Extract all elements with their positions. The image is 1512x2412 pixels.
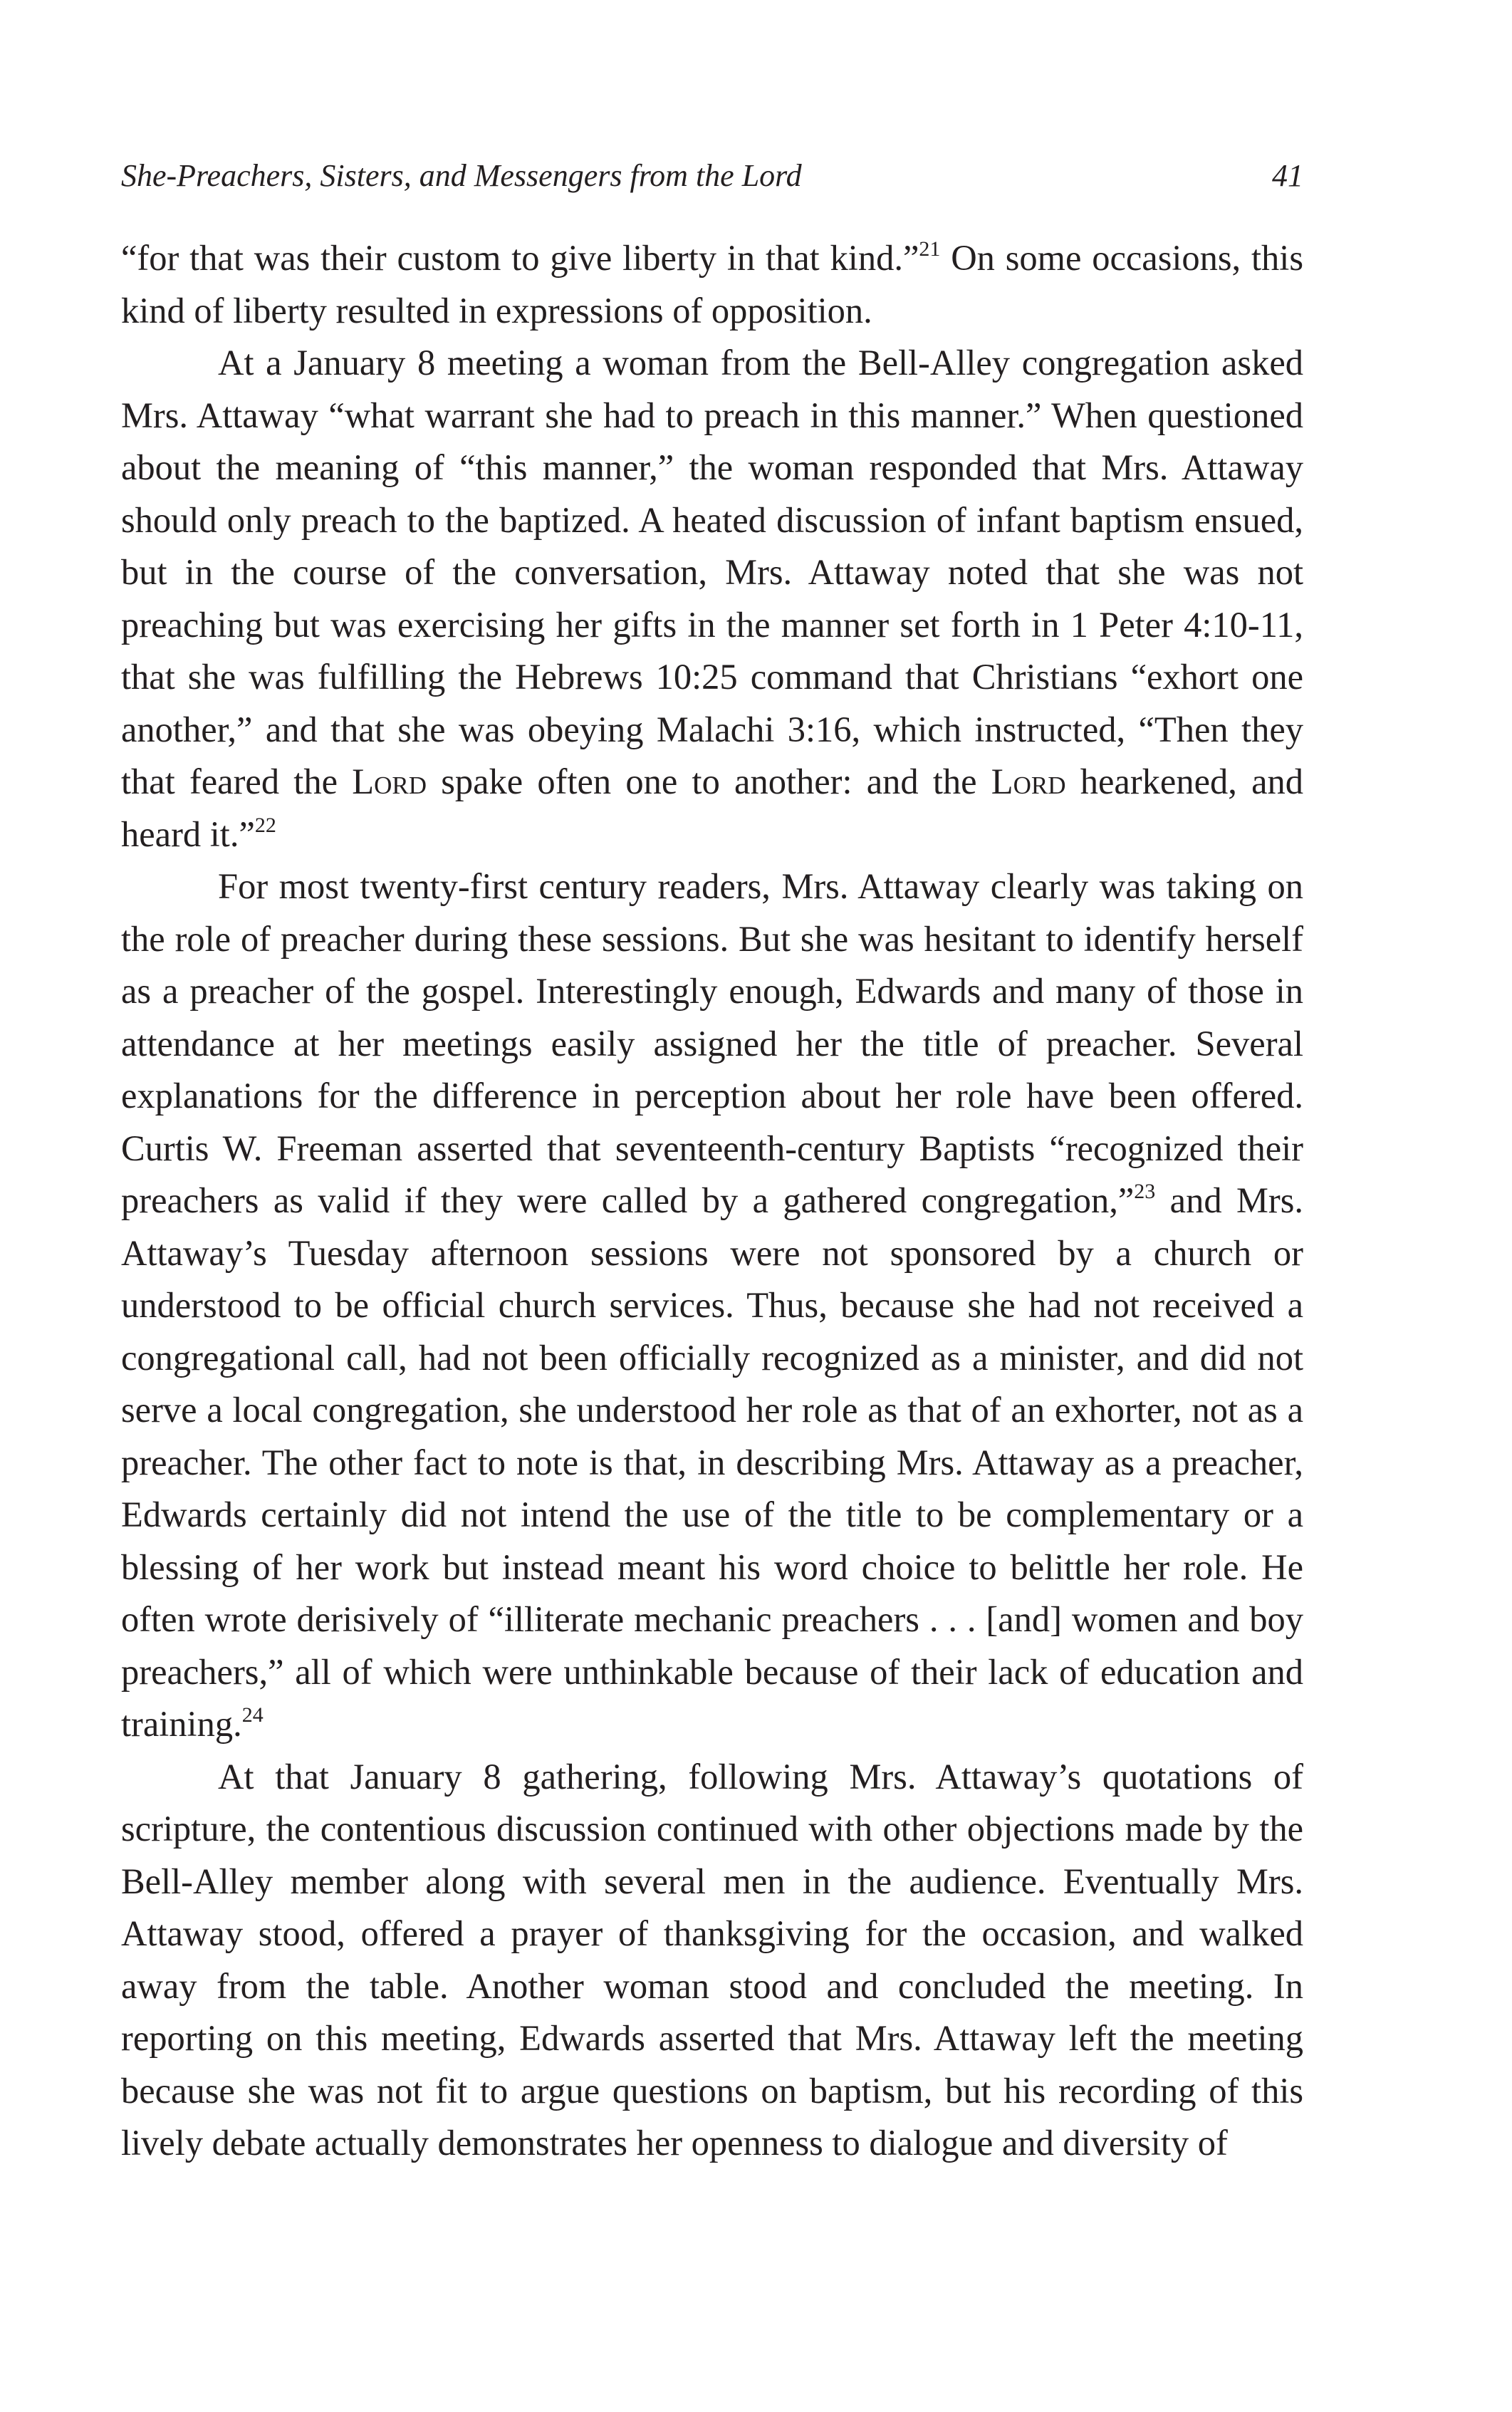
- footnote-ref-23: 23: [1134, 1180, 1156, 1203]
- paragraph-text: and Mrs. Attaway’s Tuesday afternoon sessions were not sponsored by a church or understood to be official church services. Thus, because she had not received a congregational call, had not been officially recognized as a minister, and did not serve a local congregation, she understood her role as that of an exhorter, not as a preacher. The other fact to note is that, in describing Mrs. Attaway as a preacher, Edwards certainly did not intend the use of the title to be complementary or a blessing of her work but instead meant his word choice to belittle her role. He often wrote derisively of “illiterate mechanic preachers . . . [and] women and boy preachers,” all of which were unthinkable because of their lack of education and training.: [121, 1180, 1303, 1744]
- running-head: [121, 151, 1303, 201]
- small-caps-lord: Lord: [352, 761, 427, 801]
- paragraph-text: “for that was their custom to give liberty in that kind.”: [121, 238, 919, 278]
- paragraph-text: For most twenty-first century readers, Mrs. Attaway clearly was taking on the role of preacher during these sessions. But she was hesitant to identify herself as a preacher of the gospel. Interestingly enough, Edwards and many of those in attendance at her meetings easily assigned her the title of preacher. Several explanations for the difference in perception about her role have been offered. Curtis W. Freeman asserted that seventeenth-century Baptists “recognized their preachers as valid if they were called by a gathered congregation,”: [121, 866, 1303, 1220]
- paragraph-text: At that January 8 gathering, following Mrs. Attaway’s quotations of scripture, the contentious discussion continued with other objections made by the Bell-Alley member along with several men in the audience. Eventually Mrs. Attaway stood, offered a prayer of thanksgiving for the occasion, and walked away from the table. Another woman stood and concluded the meeting. In reporting on this meeting, Edwards asserted that Mrs. Attaway left the meeting because she was not fit to argue questions on baptism, but his recording of this lively debate actually demonstrates her openness to dialogue and diversity of: [121, 1756, 1303, 2163]
- paragraph-text: spake often one to another: and the: [426, 761, 991, 801]
- paragraph: [121, 1751, 1303, 2170]
- paragraph-text: At a January 8 meeting a woman from the Bell-Alley congregation asked Mrs. Attaway “what warrant she had to preach in this manner.” When questioned about the meaning of “this manner,” the woman responded that Mrs. Attaway should only preach to the baptized. A heated discussion of infant baptism ensued, but in the course of the conversation, Mrs. Attaway noted that she was not preaching but was exercising her gifts in the manner set forth in 1 Peter 4:10-11, that she was fulfilling the Hebrews 10:25 command that Christians “exhort one another,” and that she was obeying Malachi 3:16, which instructed, “Then they that feared the: [121, 343, 1303, 801]
- footnote-ref-24: 24: [241, 1703, 264, 1727]
- paragraph: [121, 232, 1303, 337]
- paragraph: [121, 337, 1303, 861]
- paragraph: [121, 861, 1303, 1751]
- running-head-title: She-Preachers, Sisters, and Messengers from the Lord: [121, 158, 802, 193]
- page-number: 41: [1272, 158, 1303, 193]
- footnote-ref-22: 22: [254, 813, 276, 837]
- small-caps-lord: Lord: [991, 761, 1066, 801]
- paragraph-text: On some occasions, this kind of liberty resulted in expressions of opposition.: [121, 238, 1303, 331]
- footnote-ref-21: 21: [919, 237, 941, 261]
- body-text: [121, 232, 1303, 2170]
- paragraph-text: hearkened, and heard it.”: [121, 761, 1304, 854]
